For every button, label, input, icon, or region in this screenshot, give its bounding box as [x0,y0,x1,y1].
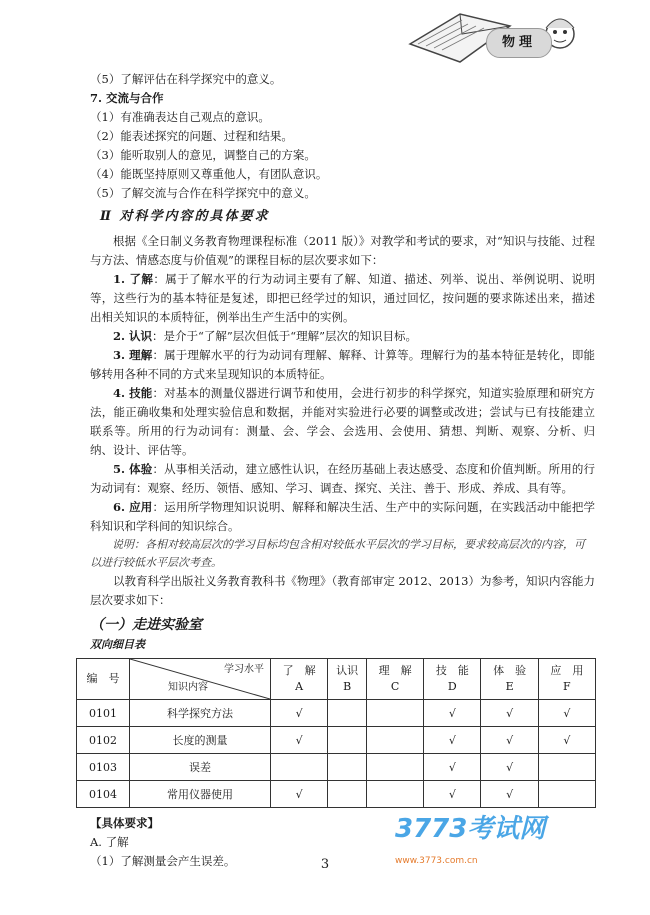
level-code: F [563,680,571,693]
col-header-level-b [328,659,367,700]
row-mark: √ [481,700,538,727]
row-code: 0101 [77,700,130,727]
col-header-level-d [424,659,481,700]
eval-item-5: （5）了解评估在科学探究中的意义。 [90,72,282,86]
level-name: 认识 [336,664,359,677]
intro-paragraph: 根据《全日制义务教育物理课程标准（2011 版）》对教学和考试的要求，对“知识与技能、过程与方法、情感态度与价值观”的课程目标的层次要求如下： [90,234,595,267]
row-code: 0104 [77,781,130,808]
row-code: 0103 [77,754,130,781]
level-code: C [390,680,400,693]
row-mark: √ [424,781,481,808]
comm-item-1: （1）有准确表达自己观点的意识。 [90,110,270,124]
comm-item-2: （2）能表述探究的问题、过程和结果。 [90,129,293,143]
note-paragraph: 说明：各相对较高层次的学习目标均包含相对较低水平层次的学习目标，要求较高层次的内容，可以进行较低水平层次考查。 [90,538,585,569]
level-text: ：是介于“了解”层次但低于“理解”层次的知识目标。 [152,329,418,343]
col-header-code: 编 号 [77,659,130,700]
row-mark [366,727,423,754]
row-mark: √ [271,700,328,727]
level-code: A [295,680,304,693]
level-name: 了 解 [282,664,316,677]
comm-item-5: （5）了解交流与合作在科学探究中的意义。 [90,186,316,200]
level-name: 体 验 [493,664,527,677]
row-mark: √ [481,727,538,754]
col-header-diagonal [130,659,271,700]
level-label: 4. 技能 [113,386,153,400]
table-row [77,700,596,727]
level-code: B [343,680,352,693]
table-row [77,781,596,808]
row-mark: √ [424,700,481,727]
level-text: ：运用所学物理知识说明、解释和解决生活、生产中的实际问题，在实践活动中能把学科知识和学科间的知识综合。 [90,500,595,533]
comm-item-3: （3）能听取别人的意见，调整自己的方案。 [90,148,316,162]
row-code: 0102 [77,727,130,754]
reference-paragraph: 以教育科学出版社义务教育教科书《物理》（教育部审定 2012、2013）为参考，知识内容能力层次要求如下： [90,574,595,607]
table-row [77,754,596,781]
level-name: 理 解 [378,664,412,677]
row-content: 长度的测量 [130,727,271,754]
row-content: 常用仪器使用 [130,781,271,808]
col-header-level-a [271,659,328,700]
row-mark: √ [424,754,481,781]
row-mark [538,754,595,781]
level-skill-paragraph [90,384,595,460]
level-understand-paragraph [90,270,595,327]
col-header-level-c [366,659,423,700]
table-title: 双向细目表 [90,638,145,651]
level-apply-paragraph [90,498,595,536]
row-mark: √ [538,700,595,727]
page-content [86,70,595,871]
row-mark [366,700,423,727]
level-text: ：属于理解水平的行为动词有理解、解释、计算等。理解行为的基本特征是转化，即能够转用各种不同的方式来呈现知识的本质特征。 [90,348,595,381]
row-content: 科学探究方法 [130,700,271,727]
row-content: 误差 [130,754,271,781]
level-label: 2. 认识 [113,329,153,343]
row-mark [328,781,367,808]
level-label: 3. 理解 [113,348,153,362]
row-mark [328,754,367,781]
level-text: ：对基本的测量仪器进行调节和使用，会进行初步的科学探究，知道实验原理和研究方法，能正确收集和处理实验信息和数据，并能对实验进行必要的调整或改进；尝试与已有技能建立联系等。所用的行为动词有：测量、会、学会、会选用、会使用、猜想、判断、观察、分析、归纳、设计、评估等。 [90,386,595,457]
requirements-sub: A. 了解 [90,835,129,849]
level-label: 6. 应用 [113,500,153,514]
watermark-url: www.3773.com.cn [395,856,478,866]
row-mark [328,727,367,754]
level-experience-paragraph [90,460,595,498]
level-text: ：从事相关活动，建立感性认识，在经历基础上表达感受、态度和价值判断。所用的行为动词有：观察、经历、领悟、感知、学习、调查、探究、关注、善于、形成、养成、具有等。 [90,462,595,495]
unit-title: （一）走进实验室 [90,617,202,633]
diag-top-label: 学习水平 [224,664,264,675]
table-header-row [77,659,596,700]
subject-badge: 物理 [486,28,552,58]
level-name: 技 能 [435,664,469,677]
objectives-table [76,658,596,808]
row-mark [271,754,328,781]
watermark-logo: 3773考试网 [395,814,546,844]
level-label: 1. 了解 [113,272,154,286]
requirements-item-1: （1）了解测量会产生误差。 [90,854,236,868]
row-mark [366,781,423,808]
page-number: 3 [320,857,330,872]
diag-bottom-label: 知识内容 [168,682,208,693]
row-mark: √ [481,781,538,808]
section-heading: Ⅱ 对科学内容的具体要求 [100,209,270,224]
col-header-level-f [538,659,595,700]
level-code: E [505,680,514,693]
row-mark [366,754,423,781]
row-mark: √ [481,754,538,781]
level-recognize-paragraph [90,327,595,346]
requirements-title: 【具体要求】 [90,816,159,830]
row-mark [328,700,367,727]
row-mark: √ [271,727,328,754]
row-mark: √ [424,727,481,754]
table-row [77,727,596,754]
level-comprehend-paragraph [90,346,595,384]
comm-item-4: （4）能既坚持原则又尊重他人，有团队意识。 [90,167,328,181]
level-text: ：属于了解水平的行为动词主要有了解、知道、描述、列举、说出、举例说明、说明等，这些行为的基本特征是复述，即把已经学过的知识，通过回忆，按问题的要求陈述出来，描述出相关知识的本质特征，例举出生产生活中的实例。 [90,272,595,324]
level-label: 5. 体验 [113,462,153,476]
col-header-level-e [481,659,538,700]
heading-communication: 7. 交流与合作 [90,91,164,105]
row-mark: √ [271,781,328,808]
level-code: D [447,680,457,693]
level-name: 应 用 [550,664,584,677]
row-mark: √ [538,727,595,754]
row-mark [538,781,595,808]
